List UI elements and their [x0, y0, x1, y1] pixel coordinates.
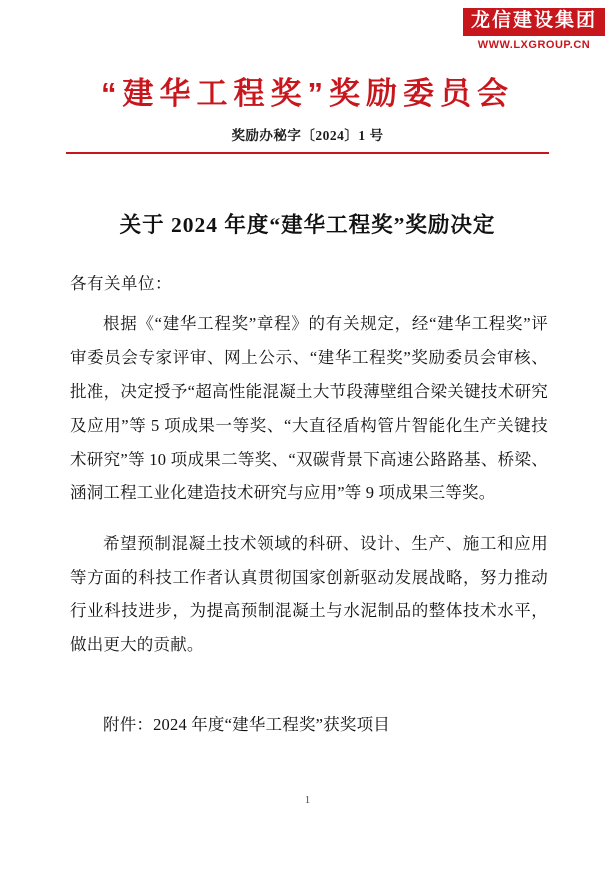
company-logo-text: 龙信建设集团	[463, 8, 605, 36]
body-paragraph: 根据《“建华工程奖”章程》的有关规定，经“建华工程奖”评审委员会专家评审、网上公示、“建华工程奖”奖励委员会审核、批准，决定授予“超高性能混凝土大节段薄壁组合梁关键技术研究及应用”等 5 项成果一等奖、“大直径盾构管片智能化生产关键技术研究”等 10 项成果二等奖、“双碳背景下高速公路路基、桥梁、涵洞工程工业化建造技术研究与应用”等 9 项成果三等奖。	[70, 314, 548, 503]
document-body	[70, 268, 548, 741]
salutation: 各有关单位：	[70, 274, 172, 293]
document-number: 奖励办秘字〔2024〕1 号	[231, 128, 384, 143]
page-number: 1	[304, 795, 311, 806]
page-title: 关于 2024 年度“建华工程奖”奖励决定	[119, 213, 496, 237]
attachment-note: 附件：2024 年度“建华工程奖”获奖项目	[103, 714, 390, 734]
body-paragraph: 希望预制混凝土技术领域的科研、设计、生产、施工和应用等方面的科技工作者认真贯彻国家创新驱动发展战略，努力推动行业科技进步，为提高预制混凝土与水泥制品的整体技术水平，做出更大的贡献。	[70, 533, 548, 655]
masthead-divider	[66, 152, 549, 154]
company-website-url: WWW.LXGROUP.CN	[477, 38, 591, 51]
company-watermark	[463, 8, 605, 51]
document-masthead: “建华工程奖”奖励委员会	[101, 76, 514, 111]
